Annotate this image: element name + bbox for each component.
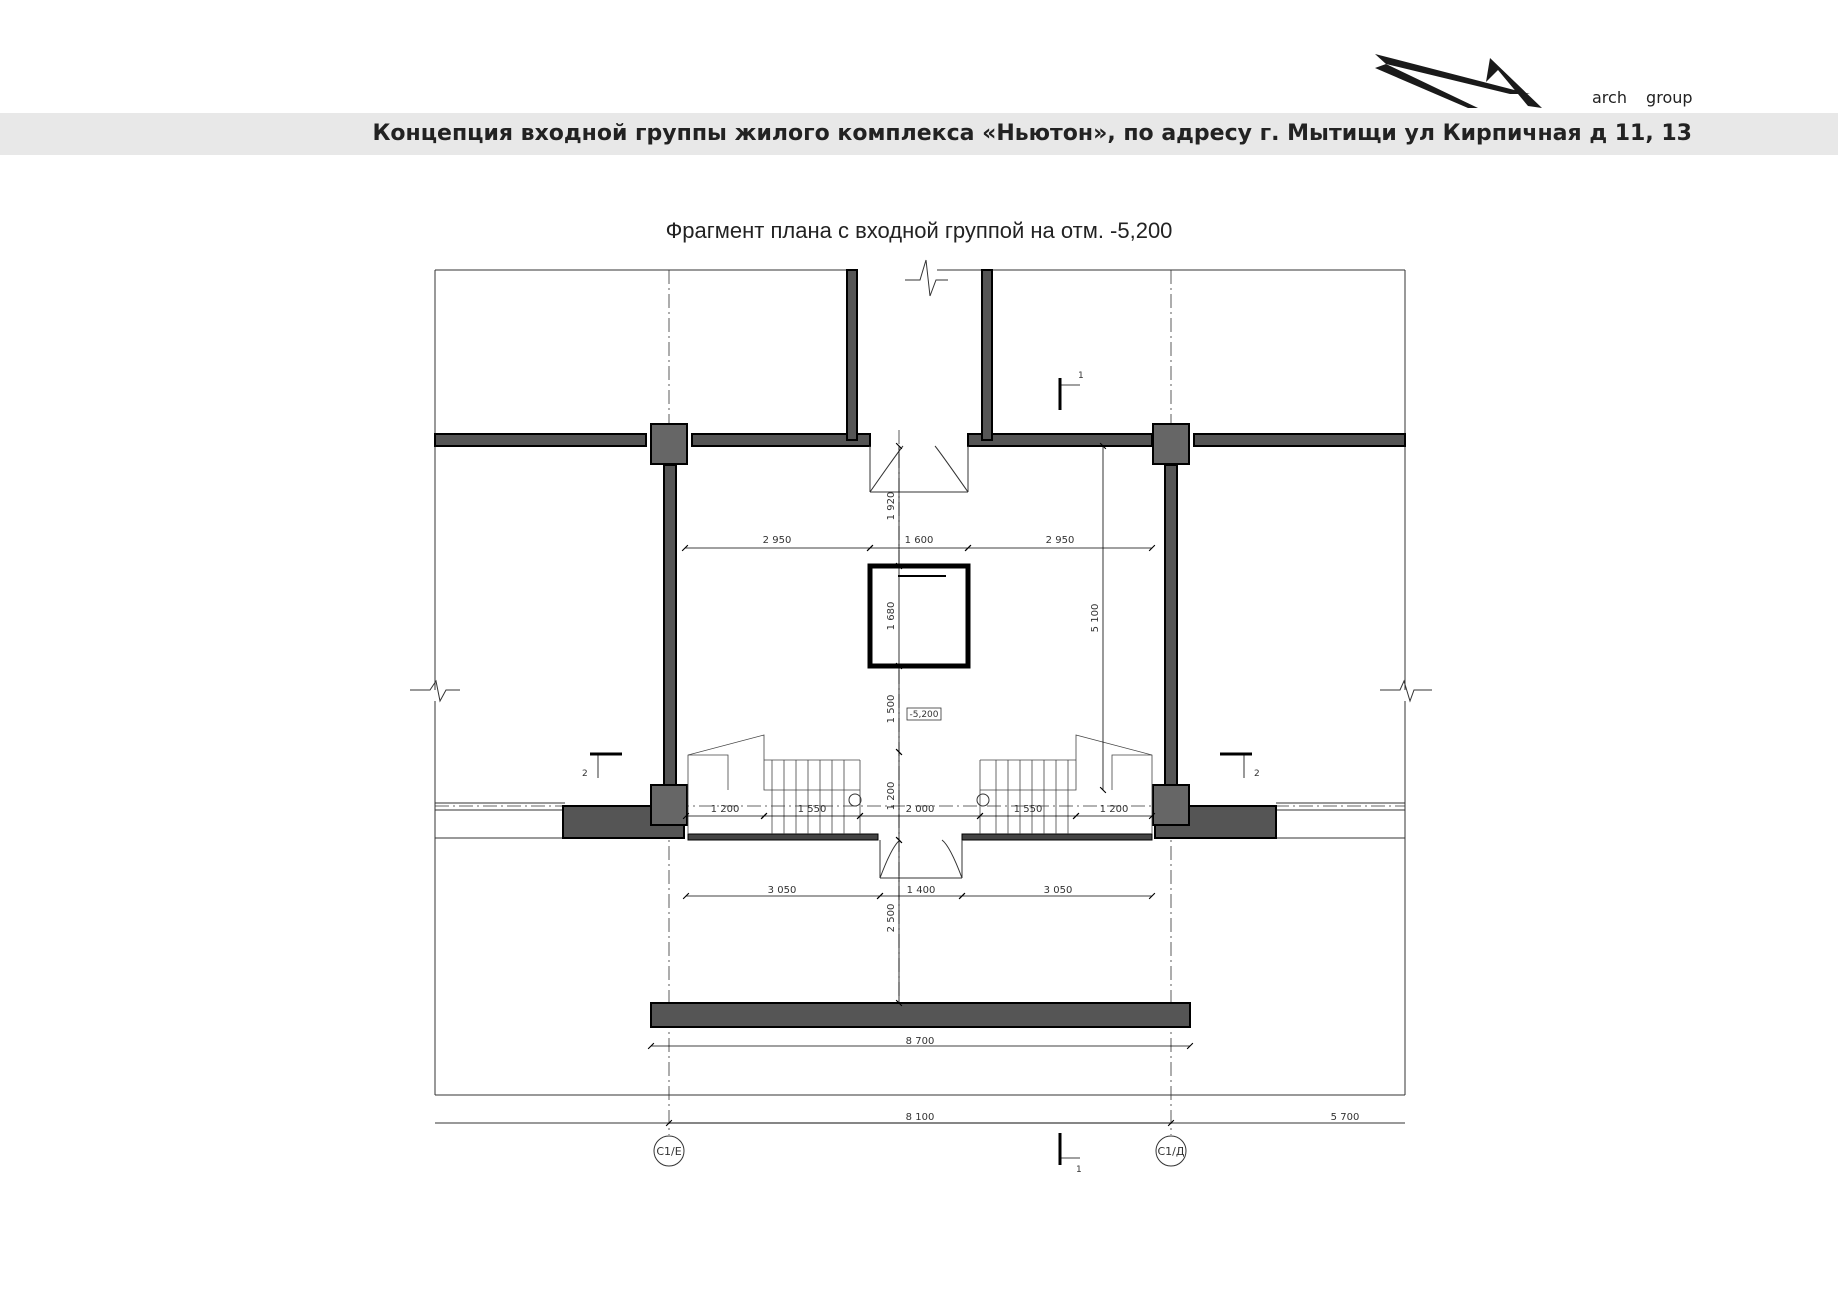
axis-label-right: С1/Д bbox=[1157, 1145, 1185, 1158]
interior-walls bbox=[435, 270, 1405, 840]
section-marker-1-bottom bbox=[1060, 1133, 1082, 1175]
section-marker-2-right bbox=[1220, 754, 1260, 779]
section-1-top-label: 1 bbox=[1078, 371, 1084, 381]
dim-axis-span: 8 100 bbox=[905, 1112, 935, 1123]
dim-entry-depth: 1 920 bbox=[886, 491, 897, 521]
dim-stair-r2: 1 550 bbox=[1013, 804, 1043, 815]
canopy bbox=[651, 1003, 1190, 1027]
dim-canopy-width: 8 700 bbox=[905, 1036, 935, 1047]
plan-caption: Фрагмент плана с входной группой на отм. -5,200 bbox=[665, 218, 1173, 243]
lift-shaft bbox=[870, 566, 968, 666]
dim-bot-left: 3 050 bbox=[767, 885, 797, 896]
dim-stair-mid: 2 000 bbox=[905, 804, 935, 815]
axis-marker-left bbox=[654, 1136, 684, 1166]
section-2-right-label: 2 bbox=[1254, 769, 1260, 779]
dim-bot-mid: 1 400 bbox=[906, 885, 936, 896]
brand-label: arch group bbox=[1592, 88, 1693, 107]
dim-top-mid: 1 600 bbox=[904, 535, 934, 546]
dim-axis-next: 5 700 bbox=[1330, 1112, 1360, 1123]
level-mark-value: -5,200 bbox=[909, 710, 939, 720]
dim-stair-r1: 1 200 bbox=[1099, 804, 1129, 815]
dim-canopy-depth: 2 500 bbox=[886, 903, 897, 933]
dim-room-depth: 5 100 bbox=[1090, 603, 1101, 633]
document-title: Концепция входной группы жилого комплекса «Ньютон», по адресу г. Мытищи ул Кирпичная д 11, 13 bbox=[372, 121, 1692, 146]
dim-stair-rise: 1 200 bbox=[886, 781, 897, 811]
dim-lift-depth: 1 680 bbox=[886, 601, 897, 631]
dim-top-right: 2 950 bbox=[1045, 535, 1075, 546]
level-mark bbox=[907, 708, 941, 720]
dim-stair-l1: 1 200 bbox=[710, 804, 740, 815]
stairs bbox=[688, 735, 1152, 834]
axis-marker-right bbox=[1156, 1136, 1186, 1166]
outer-walls bbox=[435, 270, 1405, 1123]
dim-lift-to-stair: 1 500 bbox=[886, 694, 897, 724]
section-marker-2-left bbox=[582, 754, 622, 779]
dim-stair-l2: 1 550 bbox=[797, 804, 827, 815]
section-1-bottom-label: 1 bbox=[1076, 1165, 1082, 1175]
section-2-left-label: 2 bbox=[582, 769, 588, 779]
section-marker-1-top bbox=[1060, 371, 1084, 410]
dim-bot-right: 3 050 bbox=[1043, 885, 1073, 896]
dim-top-left: 2 950 bbox=[762, 535, 792, 546]
axis-label-left: С1/Е bbox=[656, 1145, 682, 1158]
